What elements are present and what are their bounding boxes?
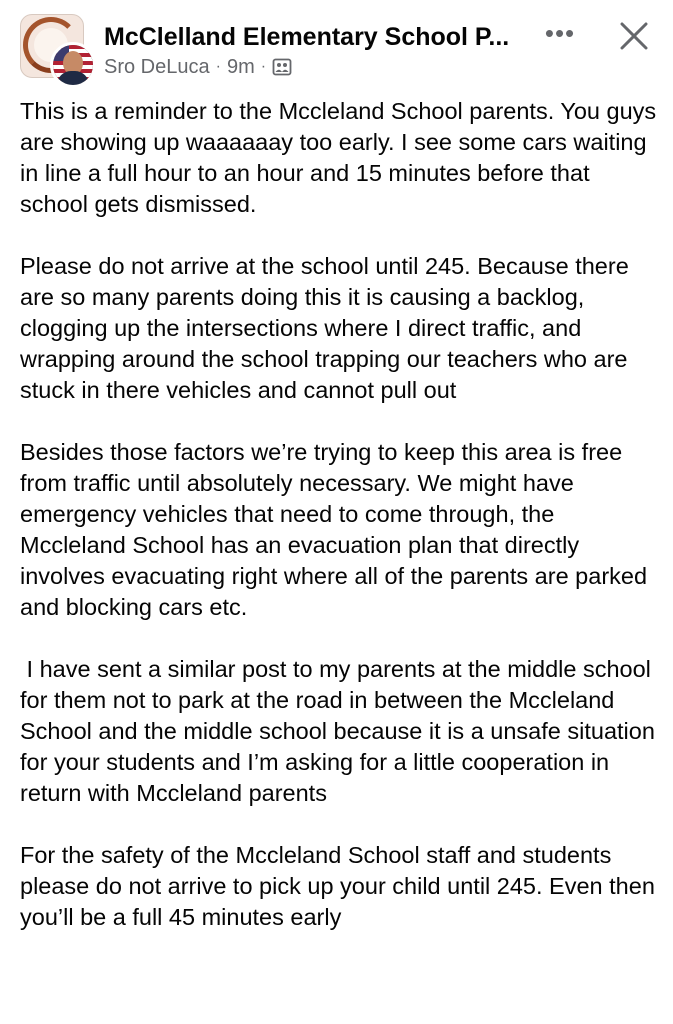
- meta-separator: ·: [260, 58, 267, 75]
- post-paragraph: I have sent a similar post to my parents at the middle school for them not to park at the road in between the Mccleland School and the middle school because it is a unsafe situation for your students and I’m asking for a little cooperation in return with Mccleland parents: [20, 656, 662, 806]
- post-timestamp[interactable]: 9m: [226, 55, 255, 78]
- post-paragraph: This is a reminder to the Mccleland School parents. You guys are showing up waaaaaay too early. I see some cars waiting in line a full hour to an hour and 15 minutes before that school gets dismissed.: [20, 98, 663, 217]
- group-name-link[interactable]: McClelland Elementary School P...: [104, 23, 510, 51]
- post-paragraph: Please do not arrive at the school until 245. Because there are so many parents doing this it is causing a backlog, clogging up the intersections where I direct traffic, and wrapping around the school trapping our teachers who are stuck in there vehicles and cannot pull out: [20, 253, 636, 403]
- post-paragraph: For the safety of the Mccleland School staff and students please do not arrive to pick up your child until 245. Even then you’ll be a full 45 minutes early: [20, 842, 662, 930]
- author-shirt: [57, 71, 89, 88]
- post-header: [0, 0, 673, 90]
- more-options-button[interactable]: •••: [544, 18, 576, 48]
- author-name-link[interactable]: Sro DeLuca: [104, 55, 210, 78]
- post-paragraph: Besides those factors we’re trying to keep this area is free from traffic until absolutely necessary. We might have emergency vehicles that need to come through, the Mccleland School has an evacuation plan that directly involves evacuating right where all of the parents are parked and blocking cars etc.: [20, 439, 654, 620]
- author-avatar[interactable]: [50, 42, 96, 88]
- post-meta: [104, 54, 292, 80]
- post-body: [20, 96, 663, 964]
- meta-separator: ·: [215, 58, 221, 75]
- group-audience-icon[interactable]: [272, 57, 292, 77]
- avatar-group[interactable]: [20, 14, 92, 78]
- close-icon[interactable]: [612, 16, 656, 56]
